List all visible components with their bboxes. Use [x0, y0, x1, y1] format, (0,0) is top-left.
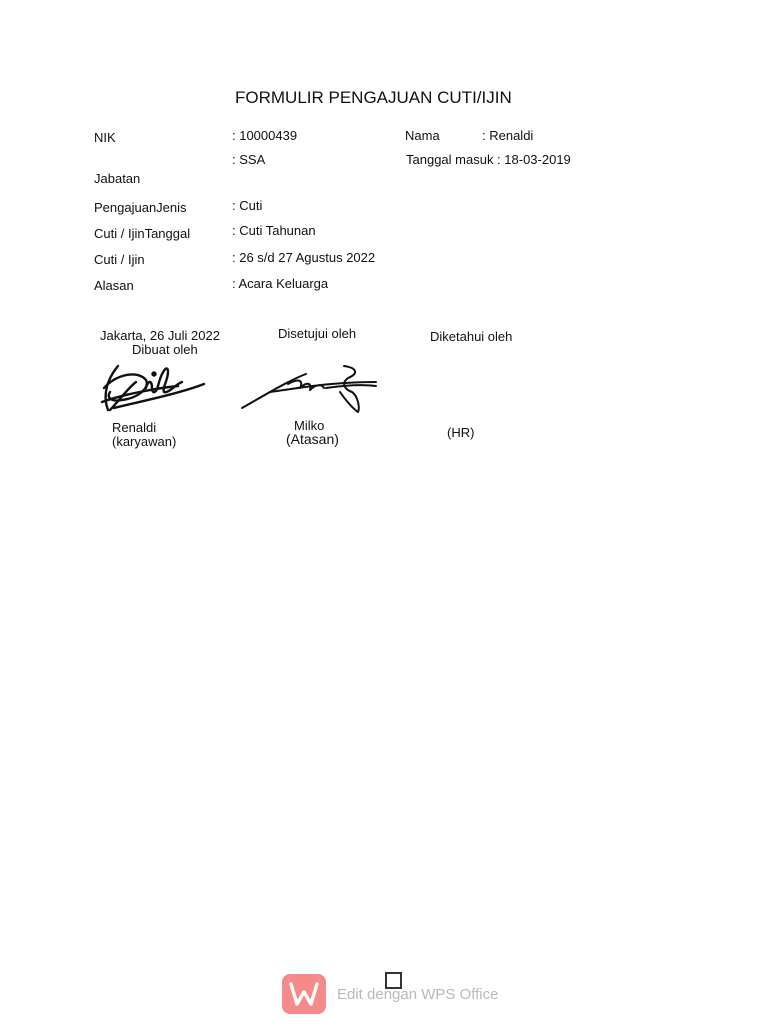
- form-title: FORMULIR PENGAJUAN CUTI/IJIN: [235, 88, 512, 107]
- employee-role: (karyawan): [112, 434, 177, 449]
- jenis-value: : Cuti Tahunan: [232, 223, 316, 238]
- approver-name: Milko: [294, 418, 325, 433]
- nik-value: : 10000439: [232, 128, 298, 143]
- place-date: Jakarta, 26 Juli 2022: [100, 328, 220, 343]
- wps-watermark-text[interactable]: Edit dengan WPS Office: [337, 986, 499, 1003]
- cuti-tanggal-label: Cuti / IjinTanggal: [94, 226, 191, 241]
- tanggal-value: : 26 s/d 27 Agustus 2022: [232, 250, 376, 265]
- alasan-label: Alasan: [94, 278, 134, 293]
- tanggal-masuk: Tanggal masuk : 18-03-2019: [406, 152, 571, 167]
- disetujui-oleh: Disetujui oleh: [278, 326, 357, 341]
- nama-label: Nama: [405, 128, 440, 143]
- pengajuan-jenis-label: PengajuanJenis: [94, 200, 187, 215]
- approver-role: (Atasan): [286, 431, 339, 447]
- cuti-label: Cuti / Ijin: [94, 252, 145, 267]
- nik-label: NIK: [94, 130, 116, 145]
- diketahui-oleh: Diketahui oleh: [430, 329, 513, 344]
- jabatan-value: : SSA: [232, 152, 266, 167]
- hr-role: (HR): [447, 425, 475, 440]
- alasan-value: : Acara Keluarga: [232, 276, 329, 291]
- dibuat-oleh: Dibuat oleh: [132, 342, 198, 357]
- approver-signature: [240, 362, 380, 417]
- nama-value: : Renaldi: [482, 128, 534, 143]
- employee-name: Renaldi: [112, 420, 157, 435]
- wps-logo-icon[interactable]: [282, 974, 326, 1014]
- pengajuan-value: : Cuti: [232, 198, 263, 213]
- employee-signature: [98, 358, 208, 418]
- jabatan-label: Jabatan: [94, 171, 141, 186]
